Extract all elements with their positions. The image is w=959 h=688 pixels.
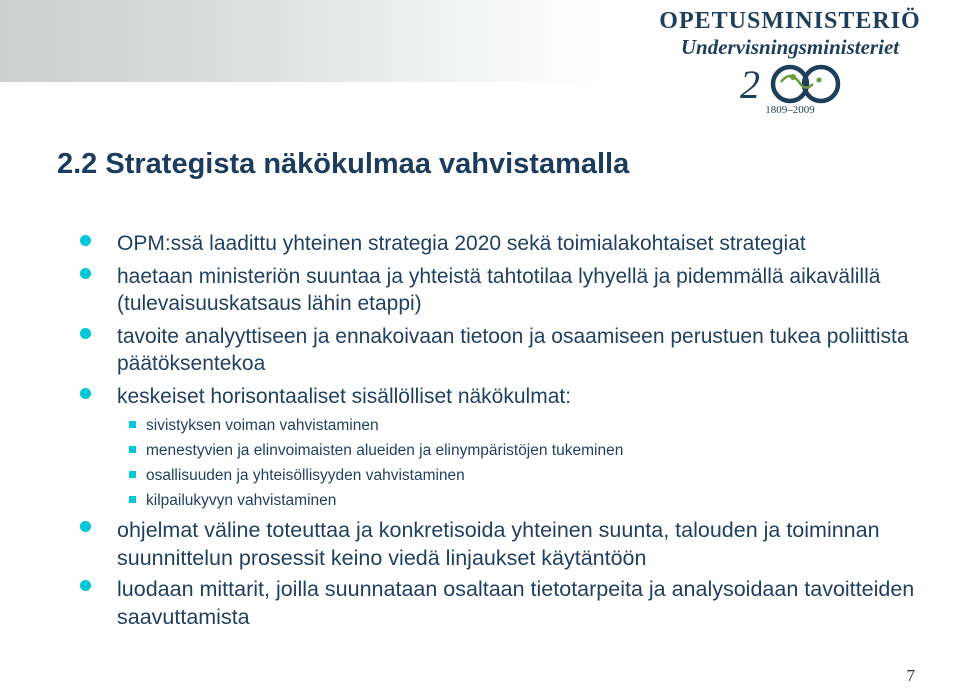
ministry-logo bbox=[659, 8, 921, 133]
list-item bbox=[80, 575, 940, 631]
sub-list-item bbox=[117, 491, 940, 510]
slide-title: 2.2 Strategista näkökulmaa vahvistamalla bbox=[57, 148, 630, 180]
bullet-dot-icon bbox=[80, 328, 91, 339]
page-number: 7 bbox=[906, 666, 915, 685]
square-bullet-icon bbox=[129, 496, 136, 503]
sub-bullet-text: osallisuuden ja yhteisöllisyyden vahvistaminen bbox=[146, 467, 465, 484]
sub-bullet-text: sivistyksen voiman vahvistaminen bbox=[146, 417, 379, 434]
list-item bbox=[80, 516, 940, 572]
bullet-dot-icon bbox=[80, 580, 91, 591]
bullet-text: OPM:ssä laadittu yhteinen strategia 2020 sekä toimialakohtaiset strategiat bbox=[117, 232, 806, 255]
sub-bullet-text: kilpailukyvyn vahvistaminen bbox=[146, 492, 337, 509]
anniversary-years: 1809–2009 bbox=[765, 104, 815, 116]
bullet-dot-icon bbox=[80, 268, 91, 279]
sub-bullet-text: menestyvien ja elinvoimaisten alueiden ja elinympäristöjen tukeminen bbox=[146, 442, 624, 459]
sub-bullet-list bbox=[117, 416, 940, 510]
ministry-name: OPETUSMINISTERIÖ bbox=[659, 8, 921, 34]
sub-list-item bbox=[117, 416, 940, 435]
bullet-dot-icon bbox=[80, 521, 91, 532]
bullet-text: haetaan ministeriön suuntaa ja yhteistä tahtotilaa lyhyellä ja pidemmällä aikavälillä (tulevaisuuskatsaus lähin etappi) bbox=[117, 265, 881, 315]
bullet-text: ohjelmat väline toteuttaa ja konkretisoida yhteinen suunta, talouden ja toiminnan suunnittelun prosessit keino viedä linjaukset käytäntöön bbox=[117, 518, 880, 570]
header-band bbox=[0, 0, 600, 82]
ministry-name-swedish: Undervisningsministeriet bbox=[680, 35, 900, 59]
list-item bbox=[80, 323, 940, 377]
list-item bbox=[80, 263, 940, 317]
bullet-text: keskeiset horisontaaliset sisällölliset näkökulmat: bbox=[117, 385, 572, 408]
square-bullet-icon bbox=[129, 471, 136, 478]
square-bullet-icon bbox=[129, 421, 136, 428]
square-bullet-icon bbox=[129, 446, 136, 453]
bullet-text: luodaan mittarit, joilla suunnataan osaltaan tietotarpeita ja analysoidaan tavoitteiden saavuttamista bbox=[117, 577, 915, 629]
bullet-dot-icon bbox=[80, 235, 91, 246]
list-item bbox=[80, 383, 940, 510]
bullet-text: tavoite analyyttiseen ja ennakoivaan tietoon ja osaamiseen perustuen tukea poliittista päätöksentekoa bbox=[117, 325, 909, 375]
svg-text:2: 2 bbox=[740, 62, 756, 106]
bullet-list bbox=[80, 230, 940, 634]
list-item bbox=[80, 230, 940, 257]
sub-list-item bbox=[117, 441, 940, 460]
sub-list-item bbox=[117, 466, 940, 485]
anniversary-seal-icon bbox=[735, 62, 845, 106]
bullet-dot-icon bbox=[80, 388, 91, 399]
